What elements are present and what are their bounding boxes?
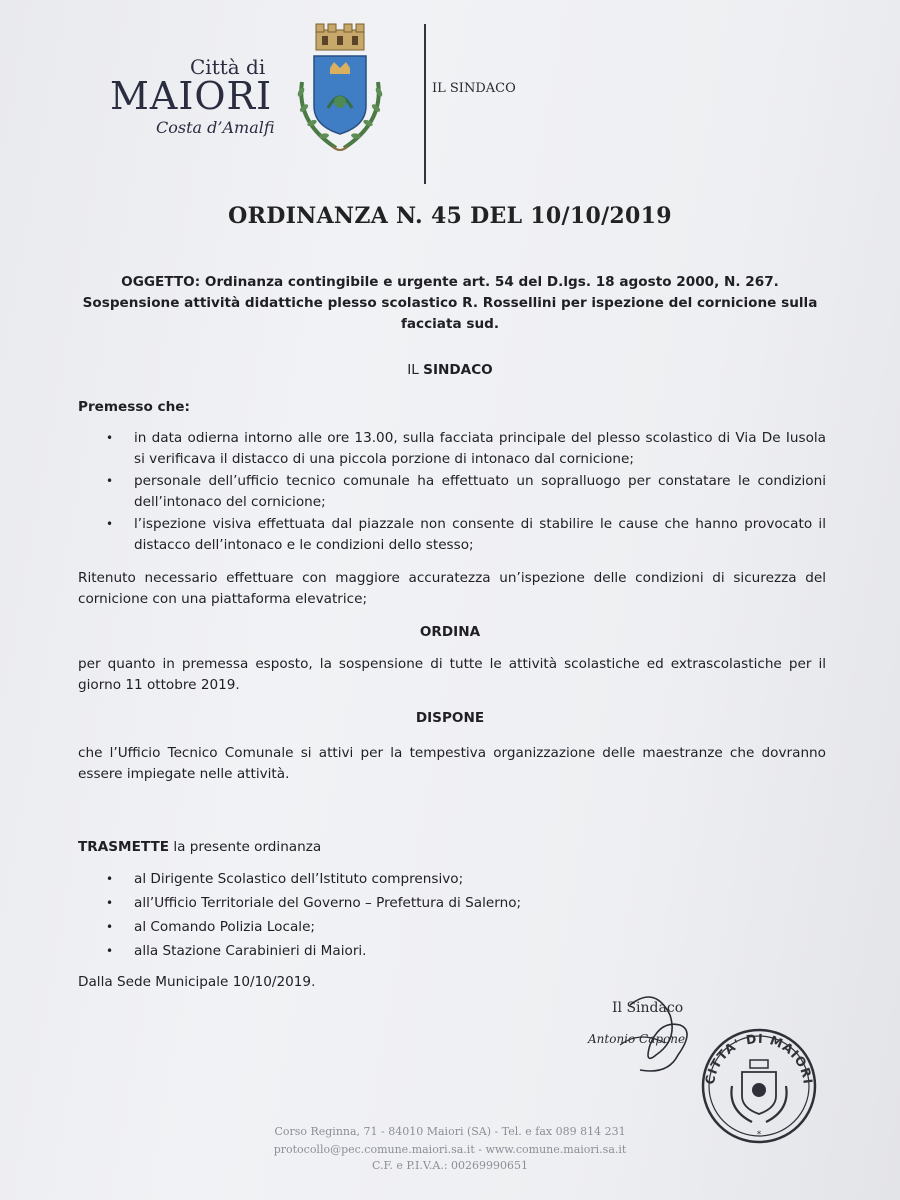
ordina-heading: ORDINA [419,624,481,640]
bullet-icon: • [106,431,114,445]
subject-label: OGGETTO: [121,274,201,290]
footer-contacts: protocollo@pec.comune.maiori.sa.it - www.comune.maiori.sa.it [273,1143,627,1156]
closing-line: Dalla Sede Municipale 10/10/2019. [78,974,316,990]
mayor-heading: IL SINDACO [407,362,493,378]
list-item: • all’Ufficio Territoriale del Governo – Prefettura di Salerno; [106,893,706,914]
dispone-paragraph: che l’Ufficio Tecnico Comunale si attivi per la tempestiva organizzazione delle maestranze che dovranno essere impiegate nelle attività. [78,745,826,782]
premesso-heading: Premesso che: [78,399,190,415]
bullet-icon: • [106,920,114,934]
bullet-icon: • [106,896,114,910]
trasmette-list [106,869,706,965]
list-item: • personale dell’ufficio tecnico comunale ha effettuato un sopralluogo per constatare le condizioni dell’intonaco del cornicione; [106,473,826,510]
signature-title: Il Sindaco [612,1000,684,1016]
footer-tax-code: C.F. e P.I.V.A.: 00269990651 [371,1159,529,1172]
list-item: • l’ispezione visiva effettuata dal piazzale non consente di stabilire le cause che hanno provocato il distacco dell’intonaco e le condizioni dello stesso; [106,516,826,553]
bullet-icon: • [106,944,114,958]
municipal-stamp-icon [698,1026,820,1144]
bullet-icon: • [106,474,114,488]
list-item: • al Comando Polizia Locale; [106,917,706,938]
ordinance-title: ORDINANZA N. 45 DEL 10/10/2019 [228,203,672,229]
office-label: IL SINDACO [432,81,516,96]
list-item: • in data odierna intorno alle ore 13.00, sulla facciata principale del plesso scolastico di Via De Iusola si verificava il distacco di una piccola porzione di intonaco dal cornicione; [106,430,826,467]
handwritten-signature-icon [560,985,720,1080]
header-divider [424,24,426,184]
trasmette-line: TRASMETTE la presente ordinanza [78,839,322,855]
bullet-icon: • [106,872,114,886]
subject-paragraph [74,272,826,335]
ordina-paragraph: per quanto in premessa esposto, la sospensione di tutte le attività scolastiche ed extrascolastiche per il giorno 11 ottobre 2019. [78,656,826,693]
list-item: • alla Stazione Carabinieri di Maiori. [106,941,706,962]
footer-address: Corso Reginna, 71 - 84010 Maiori (SA) - Tel. e fax 089 814 231 [274,1125,626,1138]
city-prefix: Città di [190,55,266,79]
premesso-list [106,428,826,557]
list-item: • al Dirigente Scolastico dell’Istituto comprensivo; [106,869,706,890]
coat-of-arms-icon [292,22,388,158]
city-subtitle: Costa d’Amalfi [156,118,275,137]
dispone-heading: DISPONE [415,710,485,726]
svg-text:*: * [756,1130,762,1140]
ritenuto-paragraph: Ritenuto necessario effettuare con maggiore accuratezza un’ispezione delle condizioni di sicurezza del cornicione con una piattaforma elevatrice; [78,570,826,607]
bullet-icon: • [106,517,114,531]
letterhead [0,0,900,190]
svg-text:CITTA' DI MAIORI: CITTA' DI MAIORI [702,1030,816,1086]
signature-name: Antonio Capone [588,1032,686,1046]
city-name: MAIORI [110,74,273,118]
subject-text: Ordinanza contingibile e urgente art. 54 del D.lgs. 18 agosto 2000, N. 267. Sospensione attività didattiche plesso scolastico R. Rossellini per ispezione del cornicione sulla facciata sud. [82,274,818,332]
